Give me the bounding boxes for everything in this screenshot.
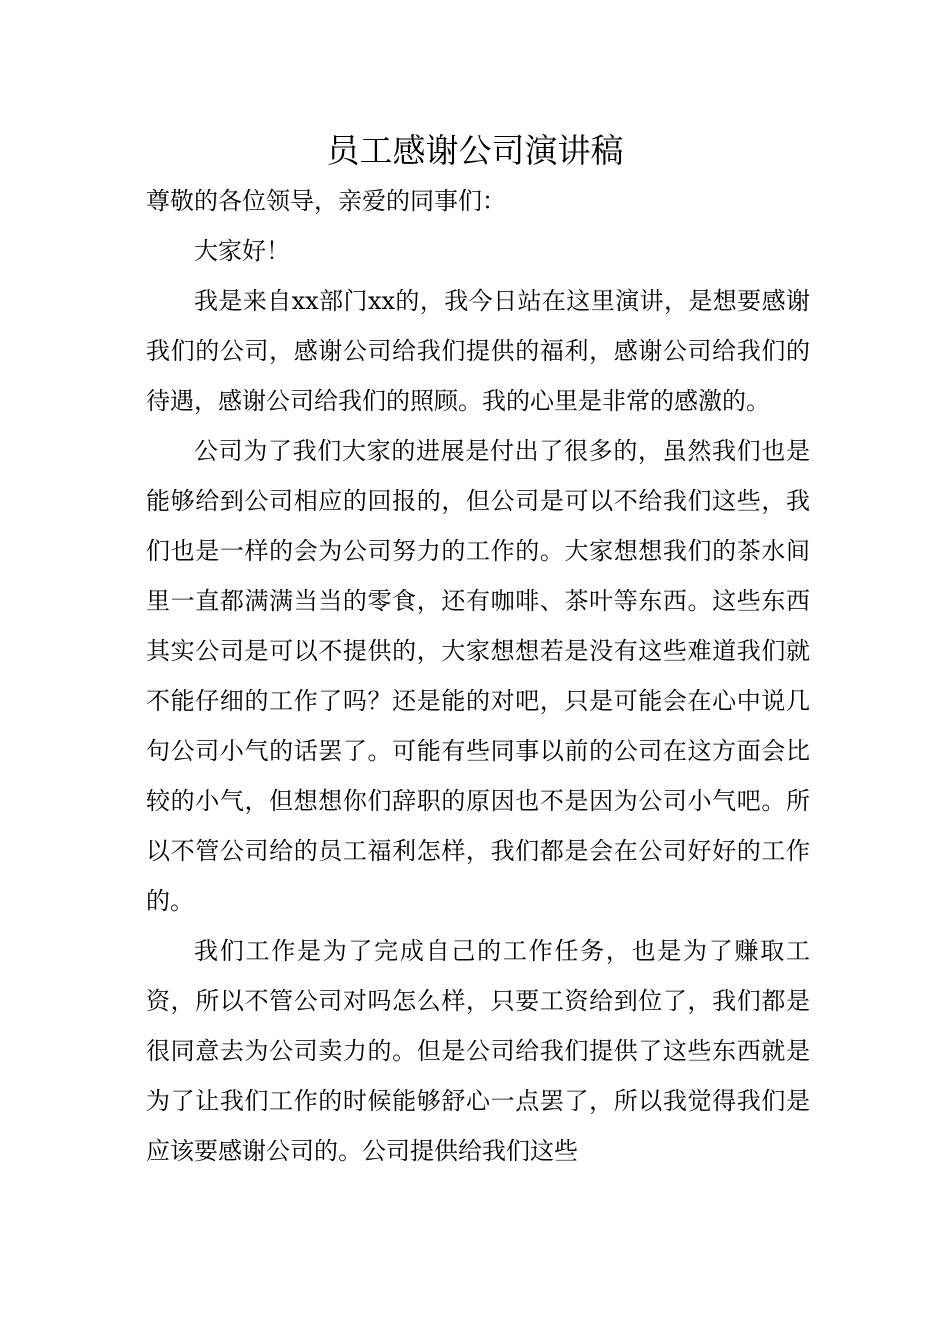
paragraph-2: 公司为了我们大家的进展是付出了很多的，虽然我们也是能够给到公司相应的回报的，但公司是可以不给我们这些，我们也是一样的会为公司努力的工作的。大家想想我们的茶水间里一直都满满当当的零食，还有咖啡、茶叶等东西。这些东西其实公司是可以不提供的，大家想想若是没有这些难道我们就不能仔细的工作了吗？还是能的对吧，只是可能会在心中说几句公司小气的话罢了。可能有些同事以前的公司在这方面会比较的小气，但想想你们辞职的原因也不是因为公司小气吧。所以不管公司给的员工福利怎样，我们都是会在公司好好的工作的。 <box>146 437 810 915</box>
paragraph-1: 我是来自xx部门xx的，我今日站在这里演讲，是想要感谢我们的公司，感谢公司给我们提供的福利，感谢公司给我们的待遇，感谢公司给我们的照顾。我的心里是非常的感激的。 <box>146 287 810 415</box>
document-title: 员工感谢公司演讲稿 <box>326 131 624 170</box>
greeting: 大家好！ <box>194 237 290 265</box>
paragraph-3: 我们工作是为了完成自己的工作任务，也是为了赚取工资，所以不管公司对吗怎么样，只要工资给到位了，我们都是很同意去为公司卖力的。但是公司给我们提供了这些东西就是为了让我们工作的时候能够舒心一点罢了，所以我觉得我们是应该要感谢公司的。公司提供给我们这些 <box>146 937 810 1165</box>
document-body <box>146 176 810 1176</box>
salutation: 尊敬的各位领导，亲爱的同事们： <box>146 187 506 215</box>
